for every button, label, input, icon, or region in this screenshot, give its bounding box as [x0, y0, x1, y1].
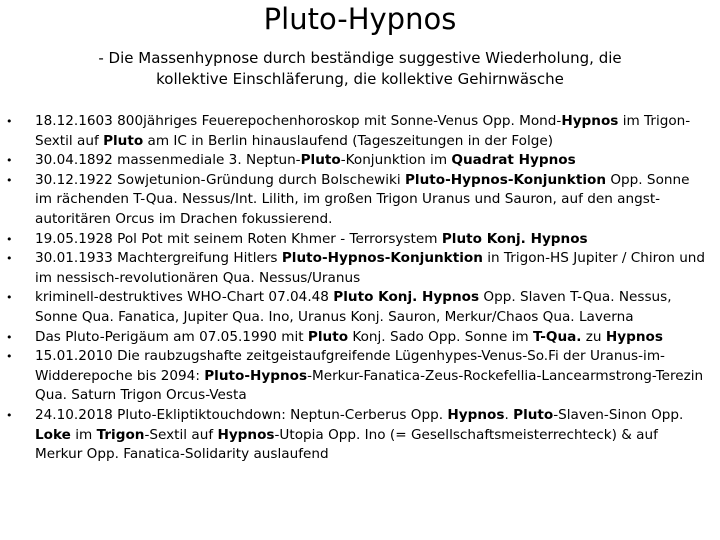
list-item-text: -Konjunktion im [340, 152, 452, 169]
list-item-bold-text: Quadrat Hypnos [451, 152, 576, 169]
list-item-text: -Utopia Opp. Ino (= Gesellschaftsmeisterrechteck) & auf Merkur Opp. Fanatica-Solidarity auslaufend [35, 426, 658, 463]
bullet-icon: • [6, 173, 13, 187]
list-item-text: Opp. Slaven T-Qua. Nessus, Sonne Qua. Fanatica, Jupiter Qua. Ino, Uranus Konj. Sauron, Merkur/Chaos Qua. Laverna [35, 289, 672, 325]
bullet-icon: • [6, 291, 13, 305]
list-item-bold-text: Pluto [513, 406, 554, 423]
bullet-icon: • [6, 252, 13, 266]
list-item-text: zu [581, 328, 606, 345]
list-item-bold-text: Loke [35, 426, 71, 443]
list-item [0, 288, 720, 327]
list-item-text: -Slaven-Sinon Opp. [553, 406, 684, 423]
list-item [0, 406, 720, 465]
list-item-text: im Trigon-Sextil auf [35, 113, 691, 149]
list-item [0, 230, 720, 250]
bullet-icon: • [6, 408, 13, 422]
list-item-bold-text: Pluto [300, 152, 341, 169]
list-item-text: im [70, 426, 97, 443]
list-item-bold-text: Pluto [307, 328, 349, 345]
list-item [0, 112, 720, 151]
list-item-text: 30.04.1892 massenmediale 3. Neptun- [35, 152, 301, 169]
list-item-bold-text: T-Qua. [532, 328, 582, 345]
list-item [0, 151, 720, 171]
bullet-icon: • [6, 154, 13, 168]
list-item-text: . [504, 406, 514, 423]
list-item-bold-text: Hypnos [447, 406, 505, 423]
list-item [0, 347, 720, 406]
list-item-bold-text: Hypnos [217, 426, 275, 443]
list-item-bold-text: Pluto-Hypnos-Konjunktion [281, 250, 483, 267]
bullet-list [0, 112, 720, 465]
slide-title: Pluto-Hypnos [263, 2, 457, 36]
list-item-text: 18.12.1603 800jähriges Feuerepochenhoroskop mit Sonne-Venus Opp. Mond- [35, 113, 562, 129]
list-item-bold-text: Pluto-Hypnos [204, 367, 308, 384]
slide-subtitle: - Die Massenhypnose durch beständige suggestive Wiederholung, die kollektive Einschläferung, die kollektive Gehirnwäsche [98, 49, 622, 88]
list-item-text: am IC in Berlin hinauslaufend (Tageszeitungen in der Folge) [143, 132, 554, 149]
bullet-icon: • [6, 350, 13, 364]
list-item-bold-text: Pluto [103, 132, 144, 149]
list-item-text: Konj. Sado Opp. Sonne im [348, 328, 533, 345]
bullet-icon: • [6, 330, 13, 344]
list-item-text: Opp. Sonne im rächenden T-Qua. Nessus/Int. Lilith, im großen Trigon Uranus und Sauron, auf den angst-autoritären Orcus im Drachen fokussierend. [35, 171, 690, 227]
list-item-text: 15.01.2010 Die raubzugshafte zeitgeistaufgreifende Lügenhypes-Venus-So.Fi der Uranus-im-Widderepoche bis 2094: [35, 348, 665, 384]
list-item [0, 249, 720, 288]
list-item-text: 19.05.1928 Pol Pot mit seinem Roten Khmer - Terrorsystem [35, 230, 442, 247]
list-item-bold-text: Hypnos [605, 328, 663, 345]
list-item-text: 24.10.2018 Pluto-Ekliptiktouchdown: Neptun-Cerberus Opp. [35, 406, 448, 423]
list-item-bold-text: Hypnos [561, 113, 619, 129]
list-item-text: Das Pluto-Perigäum am 07.05.1990 mit [35, 328, 308, 345]
list-item-text: -Merkur-Fanatica-Zeus-Rockefellia-Lancearmstrong-Terezin Qua. Saturn Trigon Orcus-Vesta [35, 367, 704, 404]
list-item-bold-text: Trigon [96, 426, 145, 443]
list-item-bold-text: Pluto Konj. Hypnos [333, 289, 480, 306]
list-item-text: in Trigon-HS Jupiter / Chiron und im nessisch-revolutionären Qua. Nessus/Uranus [35, 250, 706, 286]
list-item-bold-text: Pluto-Hypnos-Konjunktion [404, 171, 607, 188]
list-item-text: -Sextil auf [144, 426, 218, 443]
bullet-icon: • [6, 115, 13, 128]
list-item-text: kriminell-destruktives WHO-Chart 07.04.48 [35, 289, 334, 306]
list-item-bold-text: Pluto Konj. Hypnos [441, 230, 588, 247]
list-item-text: 30.12.1922 Sowjetunion-Gründung durch Bolschewiki [35, 171, 405, 188]
list-item-text: 30.01.1933 Machtergreifung Hitlers [35, 250, 282, 267]
list-item [0, 171, 720, 230]
bullet-icon: • [6, 232, 13, 246]
list-item [0, 328, 720, 348]
